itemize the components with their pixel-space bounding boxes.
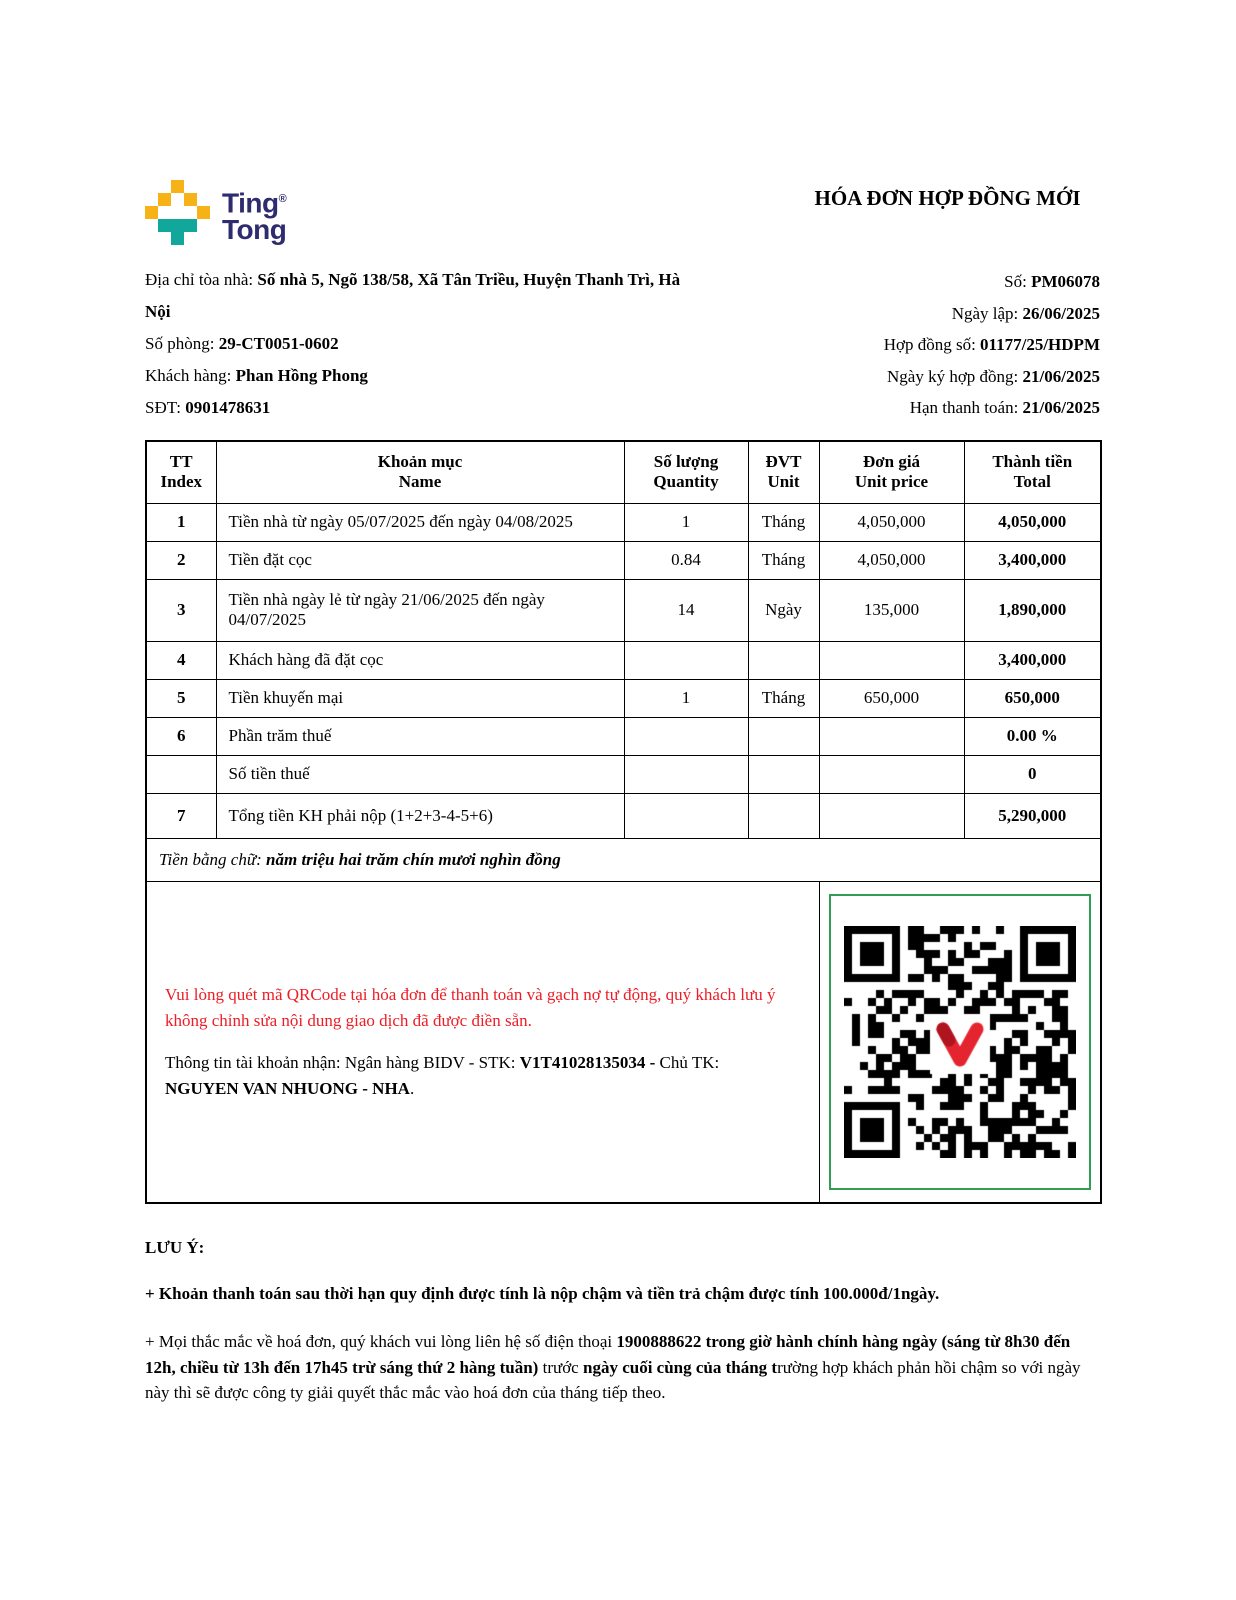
cell-quantity — [624, 641, 748, 679]
notes-heading: LƯU Ý: — [145, 1238, 205, 1257]
cell-unit-price: 4,050,000 — [819, 503, 964, 541]
cell-index: 7 — [146, 793, 216, 838]
cell-quantity — [624, 793, 748, 838]
tingtong-logo-icon — [145, 180, 210, 245]
customer-name-value: Phan Hồng Phong — [235, 366, 368, 385]
contract-number-value: 01177/25/HDPM — [980, 335, 1100, 355]
qr-code-cell — [819, 881, 1101, 1203]
cell-unit-price: 4,050,000 — [819, 541, 964, 579]
cell-name: Tiền khuyến mại — [216, 679, 624, 717]
qr-warning-text: Vui lòng quét mã QRCode tại hóa đơn để thanh toán và gạch nợ tự động, quý khách lưu ý không chỉnh sửa nội dung giao dịch đã được điền sẵn. — [165, 984, 776, 1030]
cell-total: 3,400,000 — [964, 541, 1101, 579]
col-header-quantity: Số lượng Quantity — [624, 441, 748, 503]
cell-total: 650,000 — [964, 679, 1101, 717]
table-row — [146, 579, 1101, 641]
cell-index: 3 — [146, 579, 216, 641]
contract-number-line: Hợp đồng số: 01177/25/HDPM — [883, 335, 1100, 355]
amount-in-words-row — [146, 838, 1101, 881]
cell-total: 0.00 % — [964, 717, 1101, 755]
cell-name: Khách hàng đã đặt cọc — [216, 641, 624, 679]
room-number-value: 29-CT0051-0602 — [218, 334, 339, 353]
table-row — [146, 503, 1101, 541]
table-row — [146, 541, 1101, 579]
amount-in-words: Tiền bằng chữ: năm triệu hai trăm chín mươi nghìn đồng — [146, 838, 1101, 881]
issue-date-value: 26/06/2025 — [1022, 303, 1100, 323]
issue-date-line: Ngày lập: 26/06/2025 — [951, 303, 1100, 323]
cell-unit-price — [819, 717, 964, 755]
invoice-table — [145, 440, 1102, 1204]
cell-index: 5 — [146, 679, 216, 717]
cell-quantity: 1 — [624, 503, 748, 541]
amount-in-words-value: năm triệu hai trăm chín mươi nghìn đồng — [266, 849, 561, 869]
table-row — [146, 641, 1101, 679]
qr-code — [844, 926, 1076, 1158]
cell-total: 4,050,000 — [964, 503, 1101, 541]
cell-quantity — [624, 755, 748, 793]
cell-unit-price — [819, 641, 964, 679]
cell-quantity — [624, 717, 748, 755]
col-header-total: Thành tiền Total — [964, 441, 1101, 503]
cell-total: 5,290,000 — [964, 793, 1101, 838]
table-row — [146, 793, 1101, 838]
cell-index: 4 — [146, 641, 216, 679]
qr-code-frame — [829, 894, 1091, 1190]
col-header-name: Khoản mục Name — [216, 441, 624, 503]
cell-unit — [748, 793, 819, 838]
cell-index: 6 — [146, 717, 216, 755]
hotline-note: + Mọi thắc mắc về hoá đơn, quý khách vui lòng liên hệ số điện thoại 1900888622 trong giờ hành chính hàng ngày (sáng từ 8h30 đến 12h, chiều từ 13h đến 17h45 trừ sáng thứ 2 hàng tuần) trước ngày cuối cùng của tháng trường hợp khách phản hồi chậm so với ngày này thì sẽ được công ty giải quyết thắc mắc vào hoá đơn của tháng tiếp theo. — [145, 1332, 1081, 1402]
bank-account-info: Thông tin tài khoản nhận: Ngân hàng BIDV - STK: V1T41028135034 - Chủ TK: NGUYEN VAN NHUONG - NHA. — [165, 1052, 720, 1098]
cell-unit — [748, 717, 819, 755]
customer-line: Khách hàng: Phan Hồng Phong — [145, 366, 368, 385]
cell-unit: Tháng — [748, 503, 819, 541]
cell-unit-price — [819, 755, 964, 793]
room-number-line: Số phòng: 29-CT0051-0602 — [145, 334, 339, 353]
due-date-value: 21/06/2025 — [1022, 398, 1100, 418]
cell-name: Tổng tiền KH phải nộp (1+2+3-4-5+6) — [216, 793, 624, 838]
building-address-value: Số nhà 5, Ngõ 138/58, Xã Tân Triều, Huyện Thanh Trì, Hà Nội — [145, 270, 681, 321]
table-row — [146, 679, 1101, 717]
col-header-index: TT Index — [146, 441, 216, 503]
cell-unit — [748, 755, 819, 793]
account-holder: NGUYEN VAN NHUONG - NHA — [165, 1078, 410, 1098]
building-address-line: Địa chỉ tòa nhà: Số nhà 5, Ngõ 138/58, Xã Tân Triều, Huyện Thanh Trì, Hà Nội — [145, 270, 681, 321]
brand-wordmark: Ting® Tong — [222, 187, 287, 246]
hotline-number: 1900888622 trong giờ hành chính hàng ngày (sáng từ 8h30 đến 12h, chiều từ 13h đến 17h45 trừ sáng thứ 2 hàng tuần) — [145, 1332, 1071, 1377]
brand-logo — [145, 180, 286, 245]
invoice-meta-block — [655, 266, 1100, 424]
cell-name: Tiền nhà từ ngày 05/07/2025 đến ngày 04/08/2025 — [216, 503, 624, 541]
col-header-unit: ĐVT Unit — [748, 441, 819, 503]
cell-unit: Tháng — [748, 679, 819, 717]
cell-total: 1,890,000 — [964, 579, 1101, 641]
cell-quantity: 1 — [624, 679, 748, 717]
notes-section — [145, 1238, 1103, 1406]
cell-name: Tiền đặt cọc — [216, 541, 624, 579]
cell-name: Tiền nhà ngày lẻ từ ngày 21/06/2025 đến ngày 04/07/2025 — [216, 579, 624, 641]
account-number: V1T41028135034 - — [519, 1052, 660, 1072]
cell-unit: Ngày — [748, 579, 819, 641]
cell-name: Số tiền thuế — [216, 755, 624, 793]
cell-total: 3,400,000 — [964, 641, 1101, 679]
cell-index: 2 — [146, 541, 216, 579]
table-row — [146, 755, 1101, 793]
payment-info-row — [146, 881, 1101, 1203]
page-title: HÓA ĐƠN HỢP ĐỒNG MỚI — [814, 186, 1081, 210]
due-date-line: Hạn thanh toán: 21/06/2025 — [909, 398, 1100, 418]
late-payment-note: + Khoản thanh toán sau thời hạn quy định được tính là nộp chậm và tiền trả chậm được tính 100.000đ/1ngày. — [145, 1284, 940, 1303]
cell-quantity: 0.84 — [624, 541, 748, 579]
cell-quantity: 14 — [624, 579, 748, 641]
cell-unit-price — [819, 793, 964, 838]
sign-date-value: 21/06/2025 — [1022, 366, 1100, 386]
invoice-number-value: PM06078 — [1031, 272, 1100, 291]
cell-index: 1 — [146, 503, 216, 541]
cell-unit — [748, 641, 819, 679]
cell-unit-price: 135,000 — [819, 579, 964, 641]
registered-mark: ® — [278, 193, 287, 205]
table-header-row — [146, 441, 1101, 503]
cell-total: 0 — [964, 755, 1101, 793]
phone-line: SĐT: 0901478631 — [145, 398, 271, 417]
sign-date-line: Ngày ký hợp đồng: 21/06/2025 — [887, 366, 1100, 386]
col-header-unit-price: Đơn giá Unit price — [819, 441, 964, 503]
cell-unit-price: 650,000 — [819, 679, 964, 717]
cell-unit: Tháng — [748, 541, 819, 579]
cell-index — [146, 755, 216, 793]
table-row — [146, 717, 1101, 755]
building-info-block — [145, 264, 685, 424]
payment-instructions-cell — [146, 881, 819, 1203]
phone-value: 0901478631 — [185, 398, 271, 417]
invoice-number-line: Số: PM06078 — [1004, 272, 1100, 291]
cell-name: Phần trăm thuế — [216, 717, 624, 755]
